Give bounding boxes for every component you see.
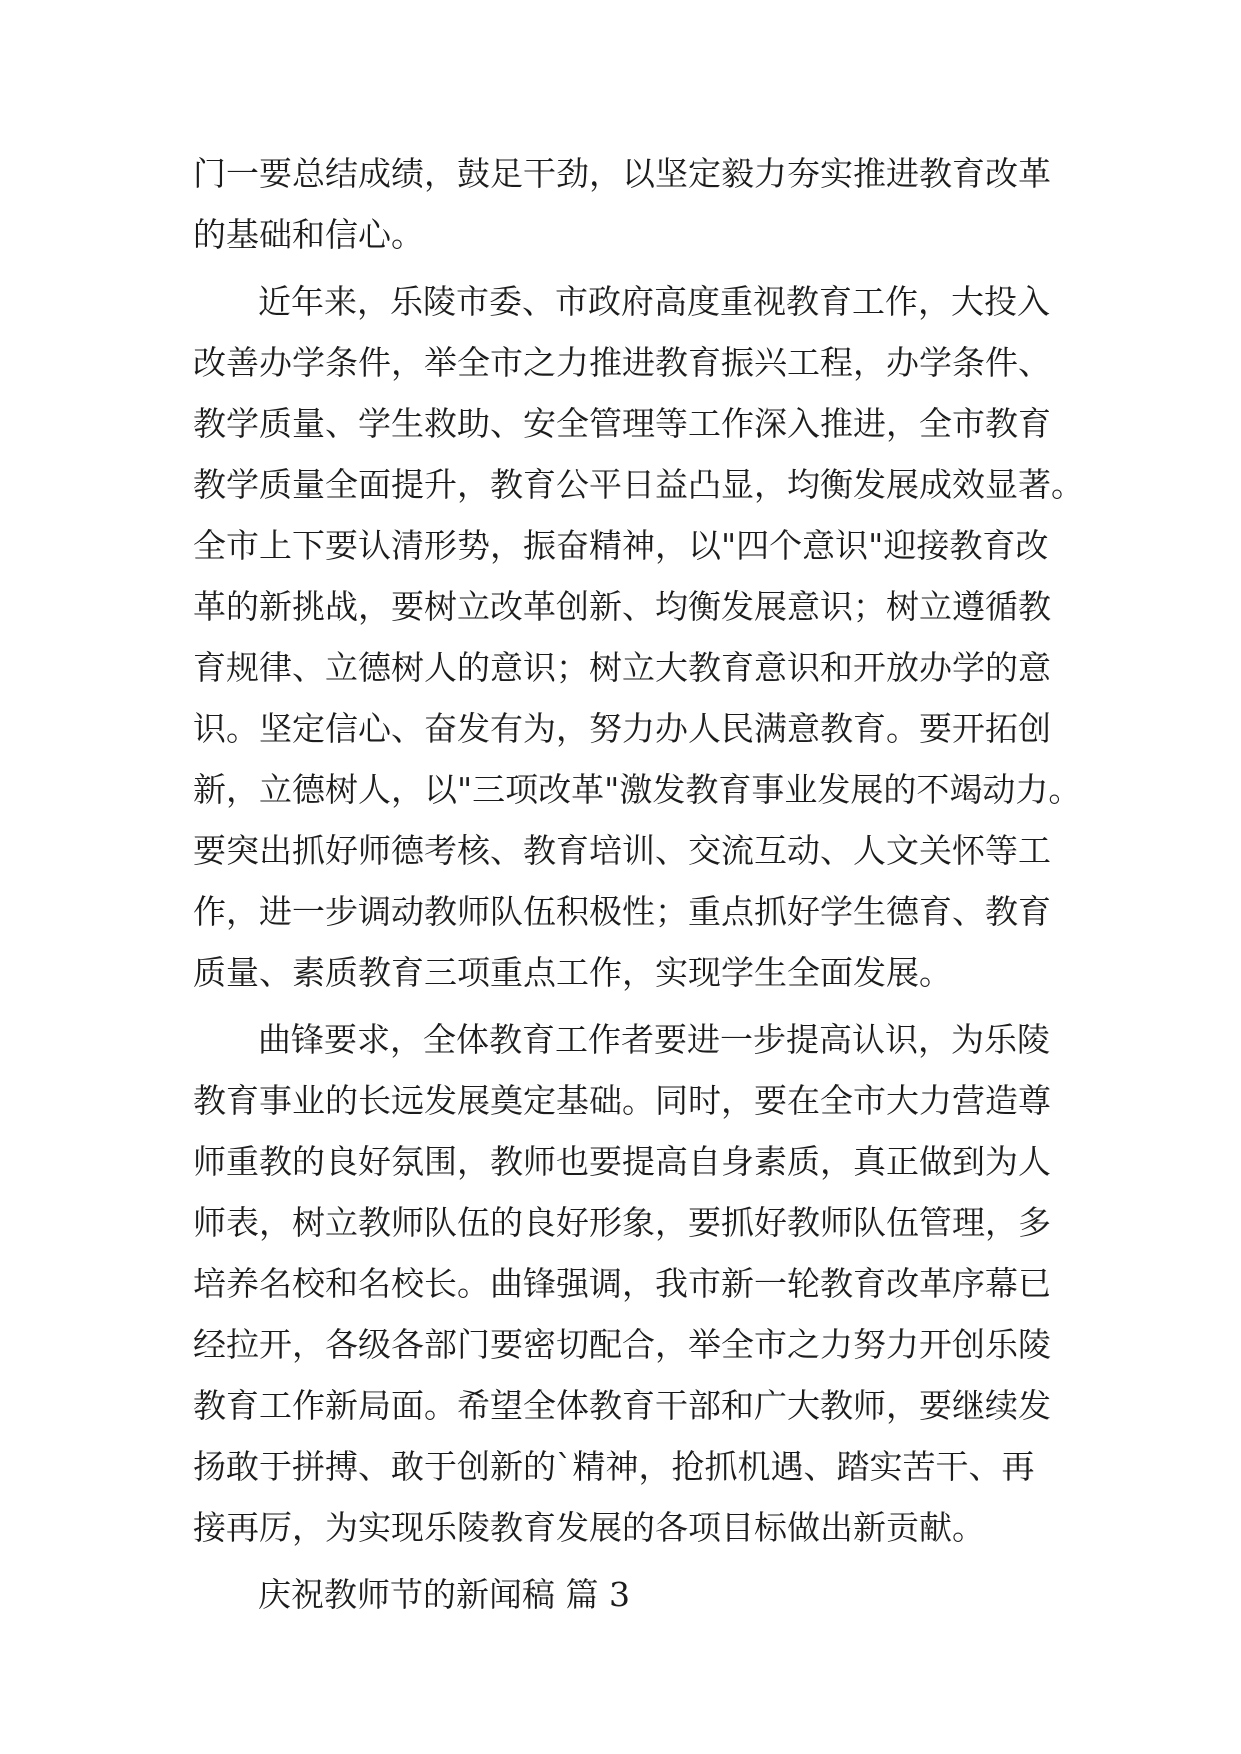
text-line: 师表，树立教师队伍的良好形象，要抓好教师队伍管理，多 <box>193 1203 1051 1242</box>
text-line: 识。坚定信心、奋发有为，努力办人民满意教育。要开拓创 <box>193 709 1051 748</box>
paragraph-start-line: 曲锋要求，全体教育工作者要进一步提高认识，为乐陵 <box>258 1020 1050 1059</box>
text-line: 教育工作新局面。希望全体教育干部和广大教师，要继续发 <box>193 1386 1051 1425</box>
text-line: 新，立德树人，以"三项改革"激发教育事业发展的不竭动力。 <box>193 770 1082 809</box>
text-line: 作，进一步调动教师队伍积极性；重点抓好学生德育、教育 <box>193 892 1051 931</box>
text-line: 教学质量全面提升，教育公平日益凸显，均衡发展成效显著。 <box>193 465 1084 504</box>
text-line: 扬敢于拼搏、敢于创新的`精神，抢抓机遇、踏实苦干、再 <box>193 1447 1035 1486</box>
text-line: 革的新挑战，要树立改革创新、均衡发展意识；树立遵循教 <box>193 587 1051 626</box>
section-heading: 庆祝教师节的新闻稿 篇 3 <box>258 1575 630 1614</box>
text-line: 门一要总结成绩，鼓足干劲，以坚定毅力夯实推进教育改革 <box>193 154 1051 193</box>
text-line: 师重教的良好氛围，教师也要提高自身素质，真正做到为人 <box>193 1142 1051 1181</box>
paragraph-start-line: 近年来，乐陵市委、市政府高度重视教育工作，大投入 <box>258 282 1050 321</box>
text-line: 经拉开，各级各部门要密切配合，举全市之力努力开创乐陵 <box>193 1325 1051 1364</box>
text-line: 要突出抓好师德考核、教育培训、交流互动、人文关怀等工 <box>193 831 1051 870</box>
text-line: 全市上下要认清形势，振奋精神，以"四个意识"迎接教育改 <box>193 526 1049 565</box>
text-line: 的基础和信心。 <box>193 215 424 254</box>
text-line: 改善办学条件，举全市之力推进教育振兴工程，办学条件、 <box>193 343 1051 382</box>
text-line: 教育事业的长远发展奠定基础。同时，要在全市大力营造尊 <box>193 1081 1051 1120</box>
text-line: 接再厉，为实现乐陵教育发展的各项目标做出新贡献。 <box>193 1508 985 1547</box>
text-line: 培养名校和名校长。曲锋强调，我市新一轮教育改革序幕已 <box>193 1264 1051 1303</box>
text-line: 教学质量、学生救助、安全管理等工作深入推进，全市教育 <box>193 404 1051 443</box>
text-line: 育规律、立德树人的意识；树立大教育意识和开放办学的意 <box>193 648 1051 687</box>
text-line: 质量、素质教育三项重点工作，实现学生全面发展。 <box>193 953 952 992</box>
